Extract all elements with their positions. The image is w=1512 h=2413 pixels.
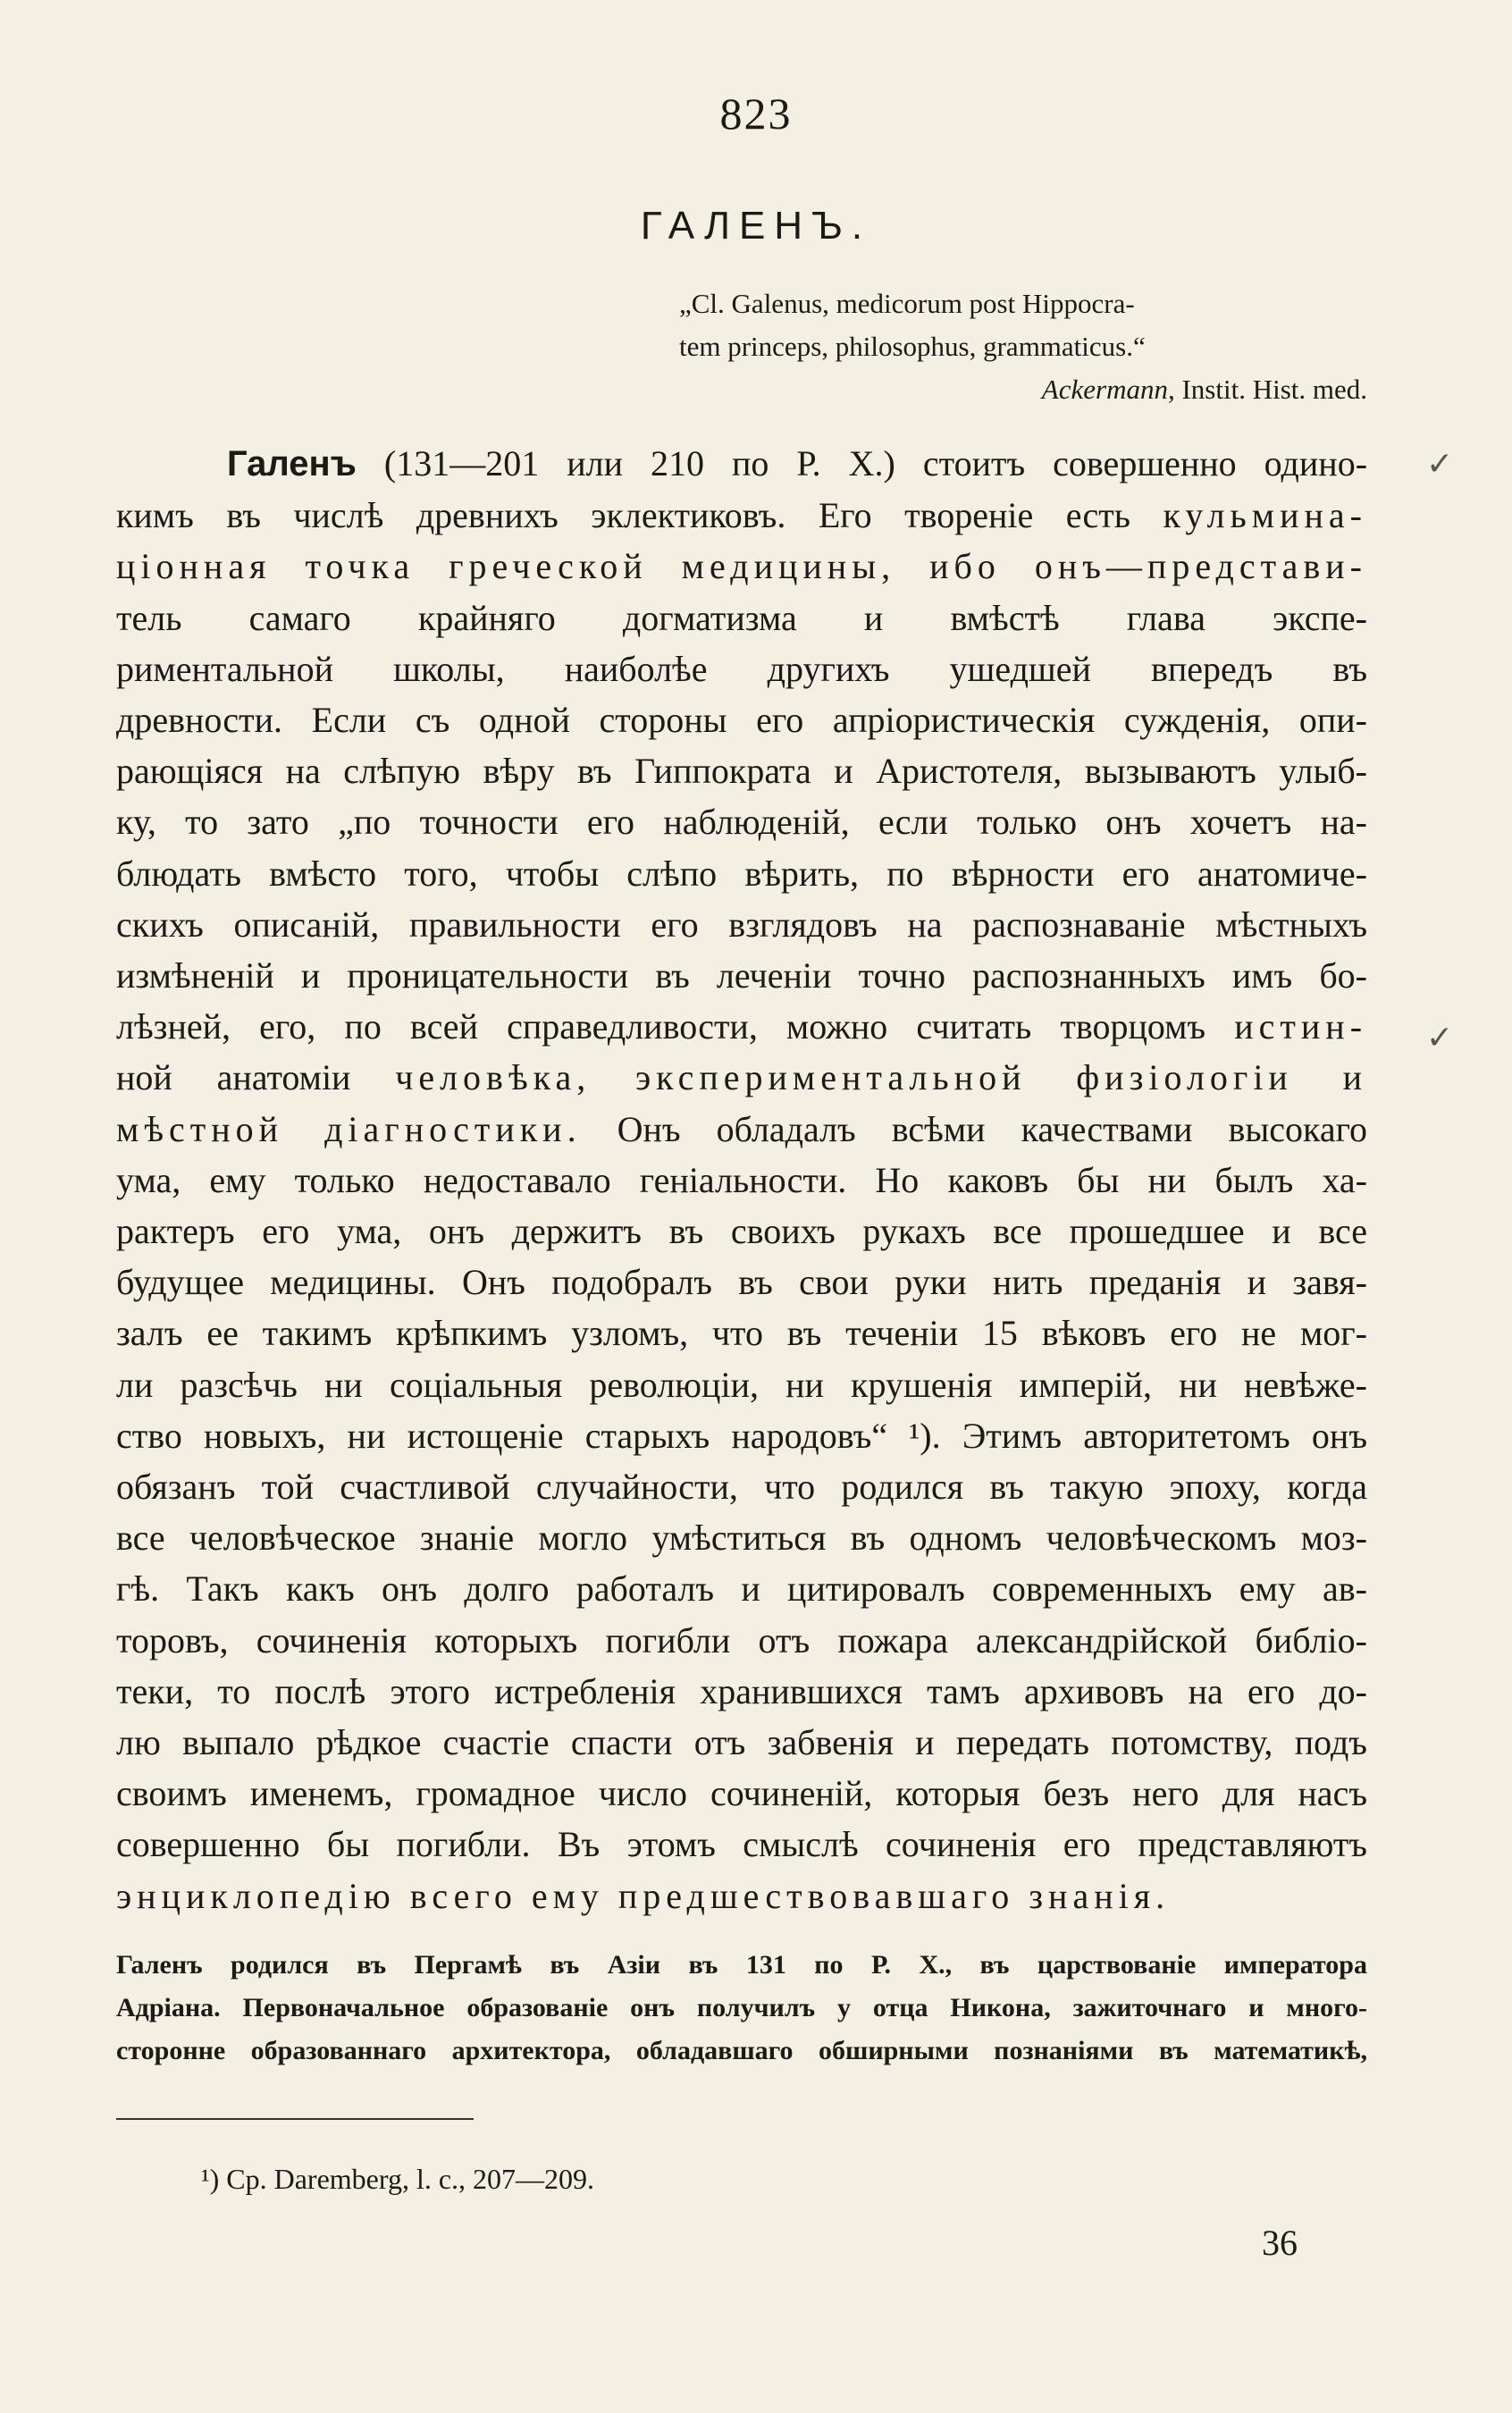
epigraph-source: Instit. Hist. med. [1181,374,1367,405]
small-print-paragraph [116,1944,1367,2072]
body-line: ку, то зато „по точности его наблюденій, если только онъ хочетъ на- [116,802,1367,843]
epigraph [679,282,1367,411]
lead-word: Галенъ [227,444,357,483]
footnote-ref: ¹). [909,1415,941,1456]
footnote-rule [116,2118,474,2120]
body-line: теки, то послѣ этого истребленія хранившихся тамъ архивовъ на его до- [116,1670,1367,1711]
epigraph-line-2: tem princeps, philosophus, grammaticus.“ [679,331,1146,362]
signature-mark: 36 [1262,2223,1298,2263]
epigraph-author: Ackermann, [1041,374,1175,405]
body-line: измѣненій и проницательности въ леченіи точно распознанныхъ имъ бо- [116,955,1367,996]
body-line: риментальной школы, наиболѣе другихъ ушедшей впередъ въ [116,648,1367,689]
small-line: Адріана. Первоначальное образованіе онъ получилъ у отца Никона, зажиточнаго и много- [116,1993,1367,2022]
body-text [116,438,1367,1921]
body-line: кимъ въ числѣ древнихъ эклектиковъ. Его твореніе есть кульмина- [116,495,1367,536]
body-line: торовъ, сочиненія которыхъ погибли отъ пожара александрійской библіо- [116,1619,1367,1661]
body-line: блюдать вмѣсто того, чтобы слѣпо вѣрить, по вѣрности его анатомиче- [116,853,1367,894]
body-line: ціонная точка греческой медицины, ибо онъ—представи- [116,546,1367,587]
small-line: сторонне образованнаго архитектора, обладавшаго обширными познаніями въ математикѣ, [116,2036,1367,2065]
body-line: тель самаго крайняго догматизма и вмѣстѣ глава экспе- [116,597,1367,638]
small-line: Галенъ родился въ Пергамѣ въ Азіи въ 131 по Р. Х., въ царствованіе императора [116,1950,1367,1980]
body-line: лю выпало рѣдкое счастіе спасти отъ забвенія и передать потомству, подъ [116,1722,1367,1763]
body-line: рающіяся на слѣпую вѣру въ Гиппократа и Аристотеля, вызываютъ улыб- [116,751,1367,792]
body-line: мѣстной діагностики. Онъ обладалъ всѣми качествами высокаго [116,1108,1367,1149]
epigraph-line-1: „Cl. Galenus, medicorum post Hippocra- [679,288,1135,319]
chapter-title: ГАЛЕНЪ. [640,204,872,248]
body-line: обязанъ той счастливой случайности, что родился въ такую эпоху, когда [116,1467,1367,1508]
body-line: ство новыхъ, ни истощеніе старыхъ народовъ“ ¹). Этимъ авторитетомъ онъ [116,1415,1368,1456]
body-line: ной анатоміи человѣка, экспериментальной физіологіи и [116,1057,1367,1098]
body-line: древности. Если съ одной стороны его апріористическія сужденія, опи- [116,700,1367,741]
epigraph-attribution [679,368,1367,411]
body-line: гѣ. Такъ какъ онъ долго работалъ и цитировалъ современныхъ ему ав- [116,1568,1367,1610]
body-line: скихъ описаній, правильности его взглядовъ на распознаваніе мѣстныхъ [116,904,1367,945]
body-line: рактеръ его ума, онъ держитъ въ своихъ рукахъ все прошедшее и все [116,1211,1367,1252]
body-line: своимъ именемъ, громадное число сочиненій, которыя безъ него для насъ [116,1773,1367,1814]
body-line: лѣзней, его, по всей справедливости, можно считать творцомъ истин- [116,1006,1368,1047]
body-line: совершенно бы погибли. Въ этомъ смыслѣ сочиненія его представляютъ [116,1824,1367,1865]
body-line: Галенъ (131—201 или 210 по Р. Х.) стоитъ совершенно одино- [227,443,1368,483]
body-line: будущее медицины. Онъ подобралъ въ свои руки нить преданія и завя- [116,1262,1367,1303]
body-line: энциклопедію всего ему предшествовавшаго знанія. [116,1875,1171,1916]
margin-check-icon: ✓ [1426,446,1454,482]
page-number: 823 [719,88,793,139]
body-line: ли разсѣчь ни соціальныя революціи, ни крушенія имперій, ни невѣже- [116,1364,1367,1405]
body-line: залъ ее такимъ крѣпкимъ узломъ, что въ теченіи 15 вѣковъ его не мог- [116,1313,1367,1354]
body-line: ума, ему только недоставало геніальности. Но каковъ бы ни былъ ха- [116,1159,1367,1200]
margin-check-icon: ✓ [1426,1020,1454,1055]
body-line: все человѣческое знаніе могло умѣститься въ одномъ человѣческомъ моз- [116,1518,1367,1559]
footnote: ¹) Ср. Daremberg, l. c., 207—209. [201,2163,595,2195]
